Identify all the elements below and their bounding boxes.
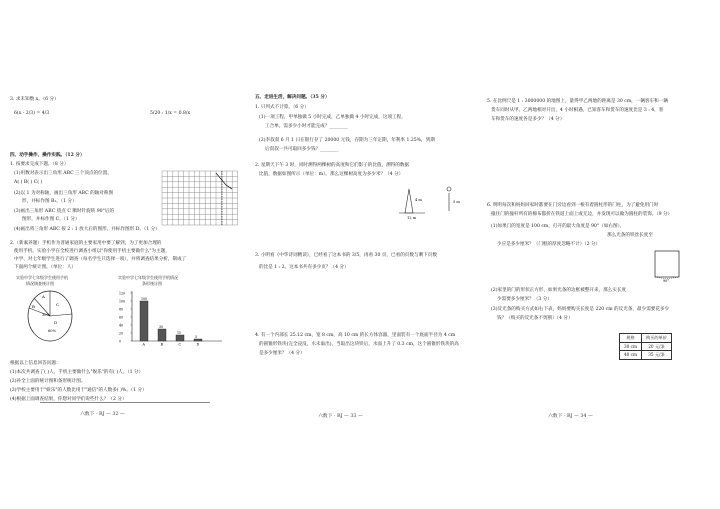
pie-label: D — [54, 320, 58, 325]
door-frame — [655, 251, 679, 277]
pie-label: 60% — [48, 329, 56, 333]
table-header: 规格 — [620, 334, 642, 343]
q1-sub2b: 形，并标作图 B₁。（1 分） — [22, 199, 77, 204]
p2-q2-line2: 比值，数据如图所示（单位：m）。那么这棵树高度为多少米？（4 分） — [259, 172, 404, 177]
q3-equation-2: 5/20 : 1/x = 0.8/x — [150, 111, 191, 116]
p2-q2-title: 2. 星期天下午 3 时，同时测得两棵树的高度和它们影子的比值，测得的数据 — [255, 163, 410, 168]
q2-a: (1)本次共调查了( )人，手机主要做什么"娱乐"的有( )人。（1 分） — [10, 370, 144, 375]
bar — [158, 329, 166, 341]
door-figure — [651, 247, 685, 283]
bar-value-label: 5 — [195, 334, 198, 339]
q2-d: (4)根据上面调查结果，你想对同学们说些什么？（2 分） — [10, 397, 127, 402]
p3-q5-line3: 车和货车的速度各是多少？（4 分） — [491, 117, 565, 122]
q2-line4: 下面两个统计图。（单位：人） — [14, 265, 77, 270]
q3-title: 3. 求未知数 x。（6 分） — [10, 97, 59, 102]
bar — [194, 339, 202, 341]
table-cell: 20 元/条 — [641, 342, 671, 351]
p2-q4-title: 4. 有一个内部长 25.12 cm，宽 8 cm，高 10 cm 的长方体容器，里面装有一个底面半径为 4 cm — [255, 333, 456, 338]
section-4-title: 四、动手操作，操作实践。（12 分） — [10, 153, 85, 158]
q1-sub3b: 图形，并标作图 C。（1 分） — [22, 217, 80, 222]
pie-label: B — [32, 304, 35, 309]
q2-line3: 中学、对七年级学生进行了调查（每名学生只选择一项），并将调查结果分析，制成了 — [14, 257, 187, 262]
page-footer-32: 六数下 · RJ — 32 — — [80, 412, 125, 417]
q1-coords: A( ) B( ) C( ) — [14, 180, 43, 185]
p2-q3-title: 3. 小明看《中华诗词精读》，已经看了这本书的 3/5，再看 30 页，已看的页数与剩下页数 — [255, 253, 437, 258]
pie-label: 30% — [42, 313, 50, 317]
section-5-title: 五、走进生活，解决问题。（35 分） — [255, 95, 330, 100]
pie-chart — [20, 288, 90, 346]
q2-b: (2)补全上面的统计图和条形统计图。 — [10, 379, 86, 384]
pie-title-2: 情况调查统计图 — [26, 281, 54, 286]
y-tick-label: 100 — [119, 299, 126, 304]
y-tick-label: 20 — [119, 331, 124, 336]
p3-q6-sub3b: 钱？（购买的反光条不剪断）（4 分） — [497, 316, 573, 321]
pie-label: C — [56, 302, 60, 307]
p3-q5-line2: 货车同时从甲、乙两地相对开出，4 小时相遇。已知客车和货车的速度比是 3 : 4，客 — [491, 108, 664, 113]
p2-q1-a2: 工合单，需多少小时才能完成？________ — [265, 124, 348, 129]
x-tick-label: C — [178, 342, 182, 347]
p3-q6-sub1: (1)如果门的宽度是 100 cm，打开的最大角度是 90°（如右图）， — [491, 224, 625, 229]
p2-q1-title: 1. 只列式不计算。（6 分） — [255, 105, 309, 110]
price-table — [619, 333, 672, 360]
table-header: 购买的单价 — [641, 334, 671, 343]
p3-q5-title: 5. 在比例尺是 1 : 3000000 的地图上，量得甲乙两地的距离是 30 cm，一辆客车和一辆 — [487, 99, 668, 104]
triangle-abc — [216, 173, 232, 189]
page-footer-34: 六数下 · RJ — 34 — — [548, 414, 593, 419]
bar-chart — [118, 287, 230, 349]
bar-value-label: 30 — [159, 324, 164, 329]
q1-sub1: (1)用数对表示出三角形 ABC 三个顶点的位置。 — [14, 171, 112, 176]
y-tick-label: 0 — [119, 339, 122, 344]
p2-q1-a: (1)一项工程，甲单独做 5 小时完成，乙单独做 4 小时完成，这项工程， — [259, 115, 406, 120]
sun-icon — [447, 187, 451, 191]
q1-title: 1. 按要求完成下题。（8 分） — [10, 162, 69, 167]
p2-q1-b2: 后叔叔一共可取回多少钱？________ — [265, 147, 339, 152]
p3-q6-title: 6. 明明每次和妈妈回家时都要在门旁边看到一根有着圆柱形的门柱，为了避免用门时 — [487, 203, 659, 208]
q2-line2: 使用手机，实验小学在全校进行调查小组以"你使用手机主要做什么"为主题， — [14, 249, 170, 254]
tree-shadow-figure — [395, 181, 473, 221]
bar-title-2: 条形统计图 — [142, 281, 162, 286]
tree-icon — [405, 189, 413, 213]
figure-label: 4 m — [415, 198, 422, 202]
figure-label: 5 m — [453, 200, 460, 204]
p3-q6-sub1c: 少应是多少厘米？（门框的厚度忽略不计）（2 分） — [497, 242, 601, 247]
p3-q6-line2: 撞住门的撞杆所有的棉布都折在铁道上面上或无边，并发现可以做为圆柱的装饰。（9 分） — [491, 212, 673, 217]
q2-c: (3)学校主要用于"娱乐"的人数比用于"通信"的人数多( )%。（1 分） — [10, 388, 147, 393]
p2-q4-line2: 的圆锥形铁块(完全浸没，水未溢出)，当取出这块铁后，水面上升了 0.3 cm，这个圆锥形铁块的高 — [259, 342, 459, 347]
q2-title: 2.（新素养题）手机作为普通家庭的主要家用中要了解到，为了更加合理的 — [10, 241, 162, 246]
p2-q4-line3: 是多少厘米？（4 分） — [259, 351, 305, 356]
bar-value-label: 15 — [177, 330, 182, 335]
table-cell: 30 cm — [620, 342, 642, 351]
bar-value-label: 100 — [141, 296, 148, 301]
bar — [176, 335, 184, 341]
q1-sub4: (4)画出将三角形 ABC 按 2 : 1 放大后的图形，并标作图形 D。（1 分） — [14, 227, 160, 232]
q1-sub3: (3)画出三角形 ABC 绕点 C 顺时针旋转 90°后的 — [14, 209, 115, 214]
page-footer-33: 六数下 · RJ — 33 — — [318, 414, 363, 419]
table-cell: 40 cm — [620, 351, 642, 360]
p2-q1-b: (2)李叔叔 6 月 1 日在银行存了 20000 元钱，存期为三年定期，年利率 1.25%，到期 — [259, 138, 435, 143]
q2-read: 根据以上信息回答问题： — [10, 361, 61, 366]
q1-sub2: (2)以 1 为对称轴，画出三角形 ABC 的轴对称图 — [14, 191, 114, 196]
coordinate-grid — [158, 167, 240, 229]
p2-q3-line2: 的比是 1 : 2。这本书共有多少页？（4 分） — [259, 265, 349, 270]
table-cell: 35 元/条 — [641, 351, 671, 360]
door-angle-label: 90° — [663, 279, 670, 283]
x-tick-label: A — [142, 342, 145, 347]
y-tick-label: 80 — [119, 307, 124, 312]
p3-q6-sub3: (3)反光条的购买方式如右下表，妈妈要购买长度是 220 cm 的反光条，最少需要花多少 — [491, 307, 670, 312]
x-tick-label: D — [196, 342, 200, 347]
y-tick-label: 120 — [119, 291, 126, 296]
y-tick-label: 60 — [119, 315, 124, 320]
p3-q6-sub2: (2)家里的门的形状正方形，如果光条的边框被整开来，那么实长度 — [491, 288, 627, 293]
bar-title-1: 实验中学七年级学生使用手机情况 — [118, 275, 178, 280]
pie-label: A — [42, 294, 45, 299]
figure-label: 12 m — [407, 216, 417, 220]
table-row — [620, 342, 672, 351]
footer-rule — [40, 402, 210, 403]
x-tick-label: B — [160, 342, 163, 347]
pie-title-1: 实验中学七年级学生使用手机 — [16, 275, 68, 280]
q3-equation-1: 6(x - 2/3) = 4/3 — [14, 111, 50, 116]
p3-q6-sub2b: 少需要多少厘米？（3 分） — [497, 297, 552, 302]
table-row — [620, 351, 672, 360]
y-tick-label: 40 — [119, 323, 124, 328]
p3-q6-sub1b: 那么光条的铁丝长度至 — [607, 233, 653, 238]
pie-divider — [50, 314, 72, 316]
bar — [140, 301, 148, 341]
